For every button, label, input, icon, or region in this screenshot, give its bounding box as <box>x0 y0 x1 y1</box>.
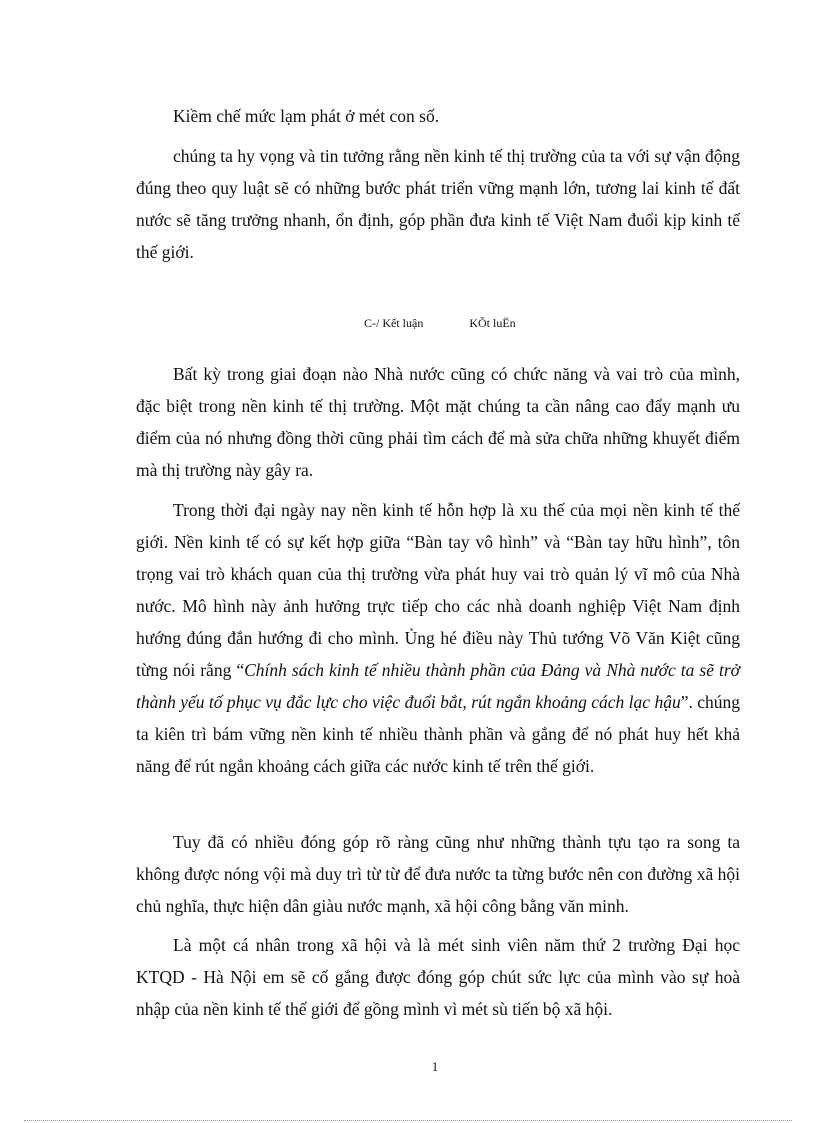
hope-paragraph: chúng ta hy vọng và tin tưởng rằng nền kinh tế thị trường của ta với sự vận động đúng theo quy luật sẽ có những bước phát triển vững mạnh lớn, tương lai kinh tế đất nước sẽ tăng trưởng nhanh, ổn định, góp phần đưa kinh tế Việt Nam đuổi kịp kinh tế thế giới. <box>136 146 740 262</box>
page-number: 1 <box>431 1059 439 1074</box>
conclusion-paragraph-2 <box>136 494 740 782</box>
paragraph-2-text: Trong thời đại ngày nay nền kinh tế hỗn hợp là xu thế của mọi nền kinh tế thế giới. Nền kinh tế có sự kết hợp giữa “Bàn tay vô hình” và “Bàn tay hữu hình”, tôn trọng vai trò khách quan của thị trường vừa phát huy vai trò quản lý vĩ mô của Nhà nước. Mô hình này ảnh hưởng trực tiếp cho các nhà doanh nghiệp Việt Nam định hướng đúng đắn hướng đi cho mình. Ủng hé điều này Thủ tướng Võ Văn Kiệt cũng từng nói rằng “ <box>136 500 740 680</box>
page-bottom-border <box>24 1120 792 1121</box>
section-heading-duplicate: KÕt luËn <box>469 316 516 330</box>
section-heading <box>364 315 516 331</box>
conclusion-paragraph-3: Tuy đã có nhiều đóng góp rõ ràng cũng như những thành tựu tạo ra song ta không được nóng vội mà duy trì từ từ để đưa nước ta từng bước nên con đường xã hội chủ nghĩa, thực hiện dân giàu nước mạnh, xã hội công bằng văn minh. <box>136 832 740 916</box>
section-heading-label: C-/ Kết luận <box>364 316 424 330</box>
intro-line: Kiềm chế mức lạm phát ở mét con số. <box>173 106 440 126</box>
conclusion-paragraph-4: Là một cá nhân trong xã hội và là mét sinh viên năm thứ 2 trường Đại học KTQD - Hà Nội em sẽ cố gắng được đóng góp chút sức lực của mình vào sự hoà nhập của nền kinh tế thế giới để gồng mình vì mét sù tiến bộ xã hội. <box>136 935 740 1019</box>
conclusion-paragraph-1: Bất kỳ trong giai đoạn nào Nhà nước cũng có chức năng và vai trò của mình, đặc biệt trong nền kinh tế thị trường. Một mặt chúng ta cần nâng cao đẩy mạnh ưu điểm của nó nhưng đồng thời cũng phải tìm cách để mà sửa chữa những khuyết điểm mà thị trường này gây ra. <box>136 364 740 480</box>
prime-minister-quote: Chính sách kinh tế nhiều thành phần của Đảng và Nhà nước ta sẽ trở thành yếu tố phục vụ đắc lực cho việc đuổi bắt, rút ngắn khoảng cách lạc hậu <box>136 660 740 712</box>
paragraph-2-continuation: ”. chúng ta kiên trì bám vững nền kinh tế nhiều thành phần và gắng để nó phát huy hết khả năng để rút ngắn khoảng cách giữa các nước kinh tế trên thế giới. <box>136 692 740 776</box>
